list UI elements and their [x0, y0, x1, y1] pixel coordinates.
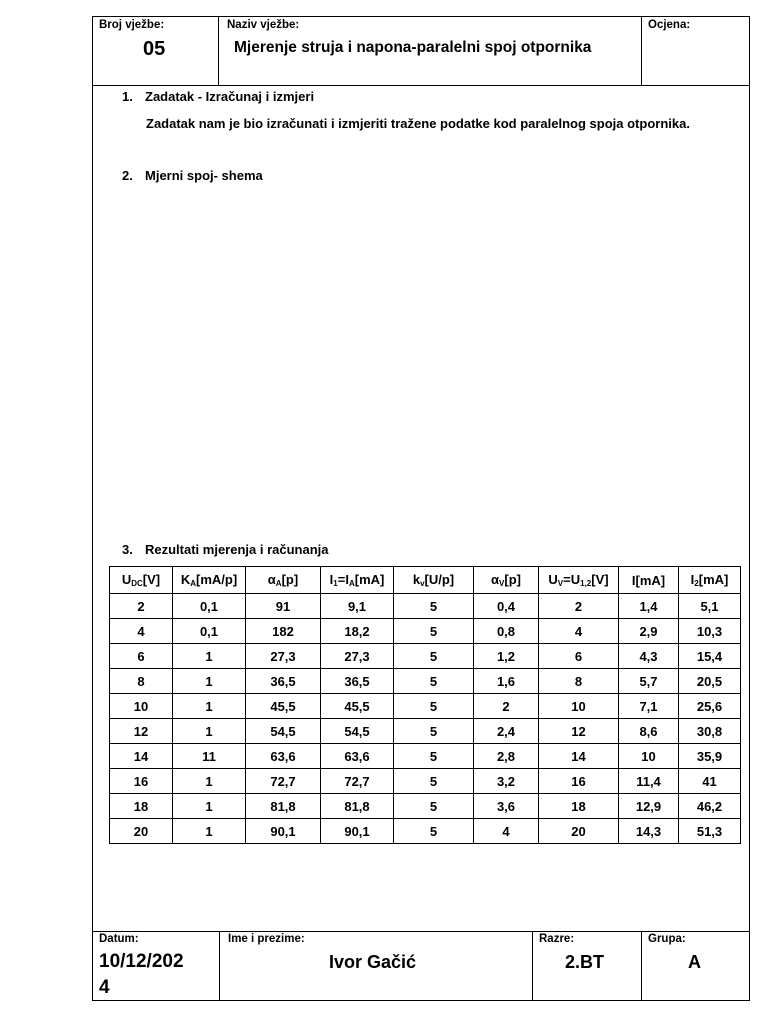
section-3-heading: [122, 542, 329, 557]
table-row: [110, 819, 741, 844]
table-cell: 18: [110, 794, 173, 819]
table-cell: 1: [173, 794, 246, 819]
table-cell: 12,9: [619, 794, 679, 819]
table-cell: 10,3: [679, 619, 741, 644]
header-divider: [218, 16, 219, 86]
table-cell: 5: [394, 744, 474, 769]
table-cell: 63,6: [321, 744, 394, 769]
table-cell: 3,2: [474, 769, 539, 794]
table-cell: 1,2: [474, 644, 539, 669]
header-symbol: α: [491, 572, 500, 587]
header-unit: [mA]: [698, 572, 729, 587]
header-subscript: A: [275, 579, 282, 588]
header-unit: [V]: [142, 572, 161, 587]
section-number: 2.: [122, 168, 133, 183]
table-header-cell: [619, 567, 679, 594]
table-cell: 9,1: [321, 594, 394, 619]
table-header-cell: [474, 567, 539, 594]
razred-label: Razre:: [539, 933, 575, 945]
table-cell: 2,8: [474, 744, 539, 769]
header-unit: [p]: [504, 572, 521, 587]
table-cell: 14,3: [619, 819, 679, 844]
table-header-cell: [173, 567, 246, 594]
header-subscript: 1: [333, 579, 338, 588]
table-header-cell: [321, 567, 394, 594]
header-unit: [V]: [591, 572, 609, 587]
table-cell: 12: [539, 719, 619, 744]
table-cell: 0,1: [173, 594, 246, 619]
table-cell: 10: [539, 694, 619, 719]
table-row: [110, 719, 741, 744]
section-1-heading: [122, 89, 314, 104]
broj-value: 05: [143, 38, 166, 60]
table-cell: 25,6: [679, 694, 741, 719]
ocjena-label: Ocjena:: [648, 19, 691, 31]
table-cell: 5: [394, 644, 474, 669]
table-cell: 27,3: [246, 644, 321, 669]
table-cell: 91: [246, 594, 321, 619]
table-cell: 90,1: [246, 819, 321, 844]
table-cell: 81,8: [321, 794, 394, 819]
table-cell: 20,5: [679, 669, 741, 694]
header-symbol: I: [329, 572, 334, 587]
table-cell: 46,2: [679, 794, 741, 819]
table-cell: 0,8: [474, 619, 539, 644]
table-cell: 10: [110, 694, 173, 719]
header-symbol: U: [548, 572, 558, 587]
table-cell: 72,7: [321, 769, 394, 794]
table-row: [110, 644, 741, 669]
table-cell: 54,5: [321, 719, 394, 744]
table-cell: 1: [173, 644, 246, 669]
table-cell: 14: [110, 744, 173, 769]
table-cell: 5,7: [619, 669, 679, 694]
table-cell: 11: [173, 744, 246, 769]
table-cell: 5: [394, 619, 474, 644]
table-cell: 51,3: [679, 819, 741, 844]
table-cell: 36,5: [246, 669, 321, 694]
table-cell: 2: [539, 594, 619, 619]
header-subscript: V: [499, 579, 505, 588]
table-header-row: [110, 567, 741, 594]
task-description: Zadatak nam je bio izračunati i izmjeriti tražene podatke kod paralelnog spoja otpornika.: [146, 116, 690, 131]
header-subscript: V: [557, 579, 564, 588]
table-row: [110, 594, 741, 619]
table-cell: 0,4: [474, 594, 539, 619]
header-subscript: A: [190, 579, 196, 588]
results-table: [109, 566, 741, 844]
table-cell: 1,6: [474, 669, 539, 694]
header-subscript: A: [348, 579, 355, 588]
header-unit: [mA]: [354, 572, 385, 587]
header-unit: [U/p]: [424, 572, 455, 587]
table-cell: 1: [173, 769, 246, 794]
table-cell: 5: [394, 669, 474, 694]
table-cell: 3,6: [474, 794, 539, 819]
table-cell: 45,5: [246, 694, 321, 719]
table-cell: 2,4: [474, 719, 539, 744]
section-title: Rezultati mjerenja i računanja: [145, 542, 329, 557]
header-symbol: I[mA]: [631, 572, 666, 588]
table-cell: 5: [394, 594, 474, 619]
table-cell: 8: [110, 669, 173, 694]
table-row: [110, 619, 741, 644]
table-cell: 35,9: [679, 744, 741, 769]
table-cell: 6: [110, 644, 173, 669]
datum-label: Datum:: [99, 933, 139, 945]
table-cell: 1: [173, 694, 246, 719]
header-unit: [mA/p]: [196, 572, 238, 587]
table-cell: 16: [539, 769, 619, 794]
table-cell: 72,7: [246, 769, 321, 794]
exercise-title: Mjerenje struja i napona-paralelni spoj otpornika: [234, 39, 592, 56]
table-cell: 90,1: [321, 819, 394, 844]
table-row: [110, 769, 741, 794]
table-cell: 10: [619, 744, 679, 769]
header-symbol: =U: [563, 572, 581, 587]
table-cell: 41: [679, 769, 741, 794]
table-cell: 81,8: [246, 794, 321, 819]
table-row: [110, 744, 741, 769]
header-subscript: 1,2: [580, 579, 592, 588]
table-cell: 12: [110, 719, 173, 744]
table-cell: 7,1: [619, 694, 679, 719]
table-row: [110, 694, 741, 719]
table-cell: 11,4: [619, 769, 679, 794]
table-cell: 54,5: [246, 719, 321, 744]
table-cell: 8,6: [619, 719, 679, 744]
table-cell: 2: [474, 694, 539, 719]
page-frame: [92, 16, 750, 1001]
section-title: Mjerni spoj- shema: [145, 168, 263, 183]
table-row: [110, 669, 741, 694]
table-header-cell: [246, 567, 321, 594]
table-cell: 36,5: [321, 669, 394, 694]
header-subscript: 2: [694, 579, 699, 588]
table-cell: 16: [110, 769, 173, 794]
table-cell: 15,4: [679, 644, 741, 669]
table-cell: 1: [173, 719, 246, 744]
table-cell: 18: [539, 794, 619, 819]
section-2-heading: [122, 168, 263, 183]
header-symbol: K: [180, 572, 191, 587]
grupa-label: Grupa:: [648, 933, 686, 945]
footer-divider: [532, 931, 533, 1001]
section-number: 1.: [122, 89, 133, 104]
table-header-cell: [539, 567, 619, 594]
broj-label: Broj vježbe:: [99, 19, 165, 31]
table-cell: 18,2: [321, 619, 394, 644]
header-symbol: α: [267, 572, 276, 587]
table-cell: 5: [394, 769, 474, 794]
table-cell: 182: [246, 619, 321, 644]
table-cell: 30,8: [679, 719, 741, 744]
table-cell: 2,9: [619, 619, 679, 644]
header-symbol: =I: [337, 572, 349, 587]
table-cell: 4: [539, 619, 619, 644]
header-divider: [641, 16, 642, 86]
table-cell: 4,3: [619, 644, 679, 669]
razred-value: 2.BT: [565, 952, 605, 972]
table-cell: 1,4: [619, 594, 679, 619]
header-subscript: DC: [131, 579, 143, 588]
table-cell: 8: [539, 669, 619, 694]
ime-value: Ivor Gačić: [329, 952, 417, 972]
ime-label: Ime i prezime:: [228, 933, 305, 945]
table-row: [110, 794, 741, 819]
table-cell: 1: [173, 669, 246, 694]
table-cell: 5: [394, 794, 474, 819]
header-symbol: U: [121, 572, 132, 587]
table-cell: 5,1: [679, 594, 741, 619]
footer-divider: [641, 931, 642, 1001]
table-cell: 63,6: [246, 744, 321, 769]
footer-divider: [219, 931, 220, 1001]
table-cell: 4: [110, 619, 173, 644]
header-symbol: k: [412, 572, 421, 587]
table-cell: 5: [394, 819, 474, 844]
table-cell: 5: [394, 719, 474, 744]
naziv-label: Naziv vježbe:: [227, 19, 300, 31]
table-cell: 6: [539, 644, 619, 669]
table-cell: 2: [110, 594, 173, 619]
grupa-value: A: [688, 952, 701, 972]
table-cell: 4: [474, 819, 539, 844]
table-header-cell: [110, 567, 173, 594]
section-number: 3.: [122, 542, 133, 557]
table-cell: 20: [110, 819, 173, 844]
section-title: Zadatak - Izračunaj i izmjeri: [145, 89, 315, 104]
table-cell: 20: [539, 819, 619, 844]
header-unit: [p]: [281, 572, 299, 587]
table-header-cell: [394, 567, 474, 594]
table-cell: 14: [539, 744, 619, 769]
datum-value-line2: 4: [99, 977, 110, 998]
table-cell: 1: [173, 819, 246, 844]
header-symbol: I: [690, 572, 695, 587]
table-cell: 45,5: [321, 694, 394, 719]
table-header-cell: [679, 567, 741, 594]
table-cell: 5: [394, 694, 474, 719]
table-cell: 27,3: [321, 644, 394, 669]
datum-value-line1: 10/12/202: [99, 951, 184, 972]
header-subscript: v: [420, 579, 425, 588]
table-cell: 0,1: [173, 619, 246, 644]
